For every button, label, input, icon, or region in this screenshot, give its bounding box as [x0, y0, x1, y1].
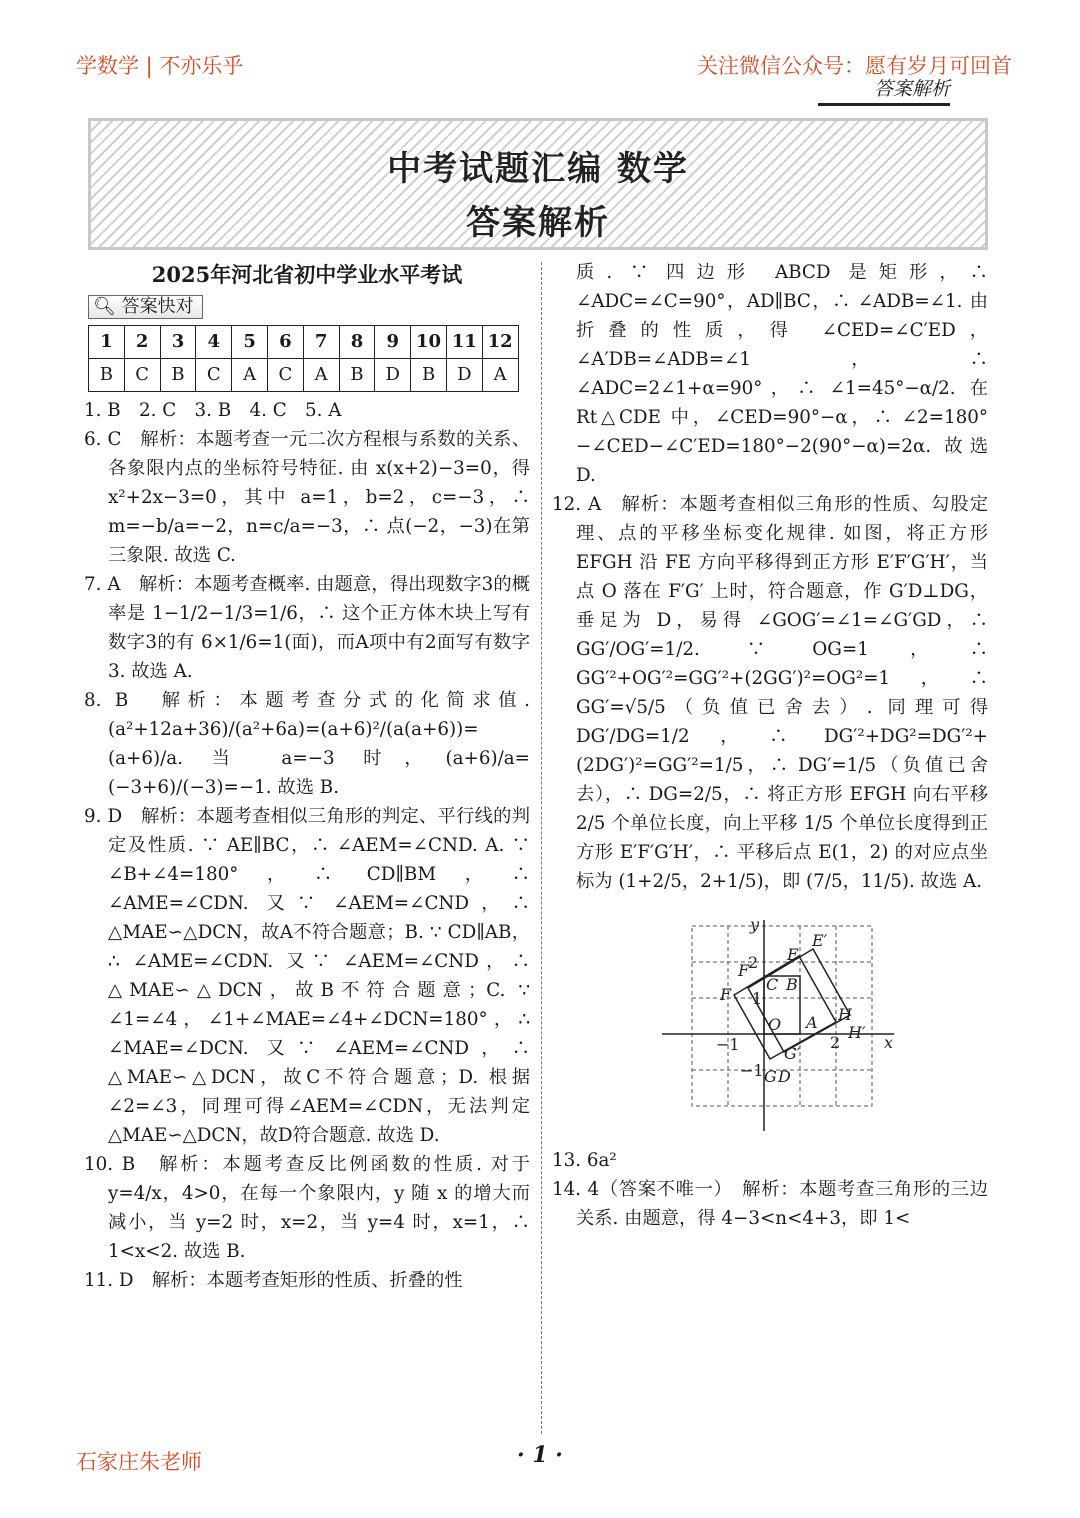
table-cell: 11 — [446, 326, 482, 359]
page-number: · 1 · — [517, 1442, 563, 1468]
label-o: O — [768, 1015, 782, 1034]
left-column — [84, 258, 530, 1295]
table-cell: 9 — [375, 326, 411, 359]
answer-table-numbers — [89, 326, 519, 359]
table-cell: 12 — [482, 326, 518, 359]
coordinate-figure — [662, 916, 902, 1136]
label-h: H — [838, 1005, 852, 1024]
solution-11-start: 11. D 解析：本题考查矩形的性质、折叠的性 — [84, 1270, 463, 1291]
watermark-bottom-left: 石家庄朱老师 — [76, 1450, 202, 1474]
solution-13: 13. 6a² — [552, 1150, 617, 1171]
tick-y-1: 1 — [752, 989, 763, 1008]
table-cell: A — [232, 359, 268, 392]
exam-title: 2025年河北省初中学业水平考试 — [151, 262, 463, 287]
solution-12: 12. A 解析：本题考查相似三角形的性质、勾股定理、点的平移坐标变化规律. 如图，将正方形 EFGH 沿 FE 方向平移得到正方形 E′F′G′H′，当点 O 落在 F′G′ 上时，符合题意，作 G′D⊥DG，垂足为 D，易得 ∠GOG′=∠1=∠G′GD，∴ GG′/OG′=1/2. ∵ OG=1，∴ GG′²+OG′²=GG′²+(2GG′)²=OG²=1，∴ GG′=√5/5（负值已舍去）. 同理可得 DG′/DG=1/2，∴ DG′²+DG²=DG′²+(2DG′)²=GG′²=1/5，∴ DG′=1/5（负值已舍去），∴ DG=2/5，∴ 将正方形 EFGH 向右平移 2/5 个单位长度，向上平移 1/5 个单位长度得到正方形 E′F′G′H′，∴ 平移后点 E(1，2) 的对应点坐标为 (1+2/5，2+1/5)，即 (7/5，11/5). 故选 A. — [552, 494, 988, 892]
table-cell: 3 — [160, 326, 196, 359]
label-c: C — [766, 975, 779, 994]
label-h-prime: H′ — [848, 1023, 866, 1042]
solution-8: 8. B 解析：本题考查分式的化简求值. (a²+12a+36)/(a²+6a)=(a+6)²/(a(a+6))=(a+6)/a. 当 a=−3 时，(a+6)/a=(−3+6)/(−3)=−1. 故选 B. — [84, 690, 530, 798]
answer-summary: 1. B 2. C 3. B 4. C 5. A — [84, 400, 342, 421]
table-cell: 5 — [232, 326, 268, 359]
table-cell: C — [196, 359, 232, 392]
table-cell: A — [303, 359, 339, 392]
answer-table-answers — [89, 359, 519, 392]
tick-x-neg1: −1 — [716, 1035, 740, 1054]
label-a: A — [806, 1013, 818, 1032]
answer-table — [88, 325, 519, 392]
table-cell: 4 — [196, 326, 232, 359]
table-cell: C — [267, 359, 303, 392]
right-column — [552, 258, 988, 1233]
label-g-prime: G′ — [784, 1044, 801, 1063]
solution-6: 6. C 解析：本题考查一元二次方程根与系数的关系、各象限内点的坐标符号特征. 由 x(x+2)−3=0，得 x²+2x−3=0，其中 a=1，b=2，c=−3，∴ m=−b/a=−2，n=c/a=−3，∴ 点(−2，−3)在第三象限. 故选 C. — [84, 429, 530, 566]
label-b: B — [786, 975, 798, 994]
solution-7: 7. A 解析：本题考查概率. 由题意，得出现数字3的概率是 1−1/2−1/3=1/6，∴ 这个正方体木块上写有数字3的有 6×1/6=1(面)，而A项中有2面写有数字3. 故选 A. — [84, 574, 530, 682]
table-cell: A — [482, 359, 518, 392]
running-head: 答案解析 — [818, 74, 950, 106]
solution-10: 10. B 解析：本题考查反比例函数的性质. 对于 y=4/x，4>0，在每一个象限内，y 随 x 的增大而减小，当 y=2 时，x=2，当 y=4 时，x=1，∴ 1<x<2. 故选 B. — [84, 1154, 530, 1262]
table-cell: B — [160, 359, 196, 392]
label-y: y — [750, 916, 760, 934]
solution-9: 9. D 解析：本题考查相似三角形的判定、平行线的判定及性质. ∵ AE∥BC，∴ ∠AEM=∠CND. A. ∵ ∠B+∠4=180°，∴ CD∥BM，∴ ∠AME=∠CDN. 又∵ ∠AEM=∠CND，∴ △MAE∽△DCN，故A不符合题意；B. ∵ CD∥AB，∴ ∠AME=∠CDN. 又∵ ∠AEM=∠CND，∴ △MAE∽△DCN，故B不符合题意；C. ∵ ∠1=∠4，∠1+∠MAE=∠4+∠DCN=180°，∴ ∠MAE=∠DCN. 又∵ ∠AEM=∠CND，∴ △MAE∽△DCN，故C不符合题意；D. 根据∠2=∠3，同理可得∠AEM=∠CDN，无法判定△MAE∽△DCN，故D符合题意. 故选 D. — [84, 806, 530, 1146]
quick-check-text: 答案快对 — [121, 296, 194, 317]
table-cell: 2 — [124, 326, 160, 359]
table-cell: B — [89, 359, 125, 392]
table-cell: 1 — [89, 326, 125, 359]
tick-y-neg1: −1 — [740, 1061, 764, 1080]
table-cell: 7 — [303, 326, 339, 359]
column-divider — [541, 262, 542, 1434]
table-cell: 8 — [339, 326, 375, 359]
label-f-prime: F′ — [738, 961, 753, 980]
solution-14: 14. 4（答案不唯一） 解析：本题考查三角形的三边关系. 由题意，得 4−3<n<4+3，即 1< — [552, 1179, 988, 1229]
table-cell: D — [375, 359, 411, 392]
table-cell: 6 — [267, 326, 303, 359]
tick-x-2: 2 — [830, 1033, 841, 1052]
label-e: E — [787, 945, 799, 964]
table-cell: D — [446, 359, 482, 392]
label-d: D — [778, 1067, 791, 1086]
banner-title: 中考试题汇编 数学 — [387, 149, 689, 189]
title-banner — [88, 118, 988, 250]
table-cell: 10 — [411, 326, 447, 359]
label-e-prime: E′ — [812, 931, 828, 950]
quick-check-label — [88, 295, 203, 319]
table-cell: B — [339, 359, 375, 392]
magnifier-icon: 🔍︎ — [93, 296, 116, 317]
table-cell: C — [124, 359, 160, 392]
tick-y-2: 2 — [748, 953, 759, 972]
banner-subtitle: 答案解析 — [466, 203, 610, 243]
label-g: G — [764, 1067, 777, 1086]
label-x: x — [884, 1033, 894, 1052]
label-f: F — [720, 985, 732, 1004]
table-cell: B — [411, 359, 447, 392]
watermark-top-right: 关注微信公众号：愿有岁月可回首 — [697, 54, 1012, 78]
solution-11-cont: 质. ∵ 四边形 ABCD 是矩形，∴ ∠ADC=∠C=90°，AD∥BC，∴ ∠ADB=∠1. 由折叠的性质，得 ∠CED=∠C′ED，∠A′DB=∠ADB=∠1，∴ ∠ADC=2∠1+α=90°，∴ ∠1=45°−α/2. 在 Rt△CDE 中，∠CED=90°−α，∴ ∠2=180°−∠CED−∠C′ED=180°−2(90°−α)=2α. 故选 D. — [576, 262, 988, 486]
watermark-top-left: 学数学 | 不亦乐乎 — [76, 54, 244, 78]
